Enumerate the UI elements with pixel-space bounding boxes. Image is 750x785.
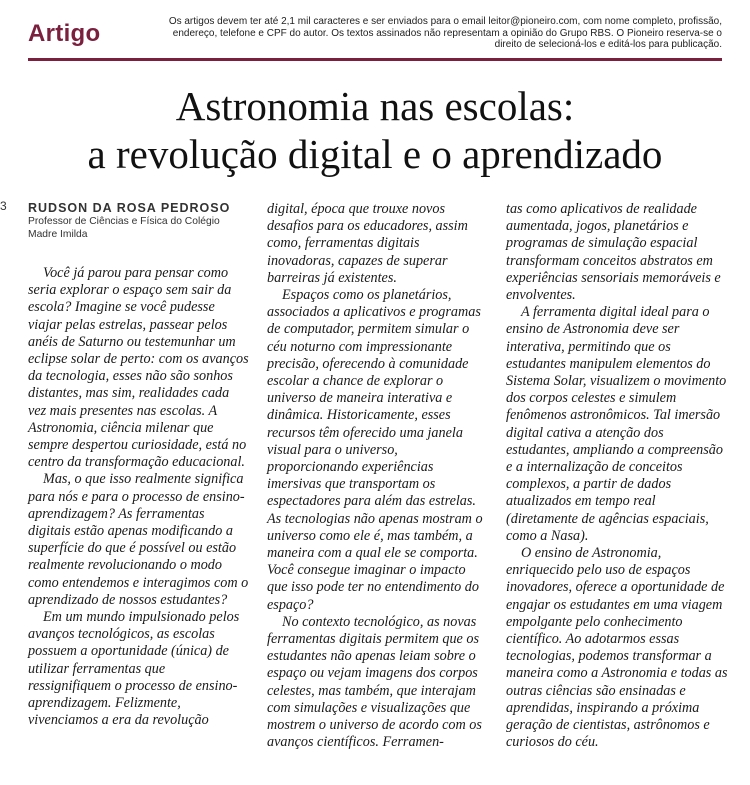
- header-divider: [28, 58, 722, 61]
- section-header: [28, 14, 722, 62]
- paragraph: No contexto tecnológico, as novas ferramentas digitais permitem que os estudantes não apenas leiam sobre o espaço ou vejam imagens dos corpos celestes, mas também, que interajam com simulações e visualizações que mostrem o universo de acordo com os avanços científicos. Ferramen-: [267, 613, 482, 751]
- paragraph: Espaços como os planetários, associados a aplicativos e programas de computador, permitem simular o céu noturno com impressionante precisão, oferecendo à comunidade escolar a chance de explorar o universo de maneira interativa e dinâmica. Historicamente, esses recursos têm oferecido uma janela visual para o universo, proporcionando experiências imersivas que transportam os espectadores para além das estrelas. As tecnologias não apenas mostram o universo como ele é, mas também, a maneira com a qual ele se comporta. Você consegue imaginar o impacto que isso pode ter no entendimento do espaço?: [267, 287, 483, 613]
- paragraph: tas como aplicativos de realidade aumentada, jogos, planetários e programas de simulação espacial transformam conceitos abstratos em experiências sensoriais memoráveis e envolventes.: [506, 201, 721, 304]
- article-column-3: [506, 201, 728, 752]
- section-label: Artigo: [28, 20, 101, 47]
- paragraph: Mas, o que isso realmente significa para nós e para o processo de ensino-aprendizagem? As ferramentas digitais estão apenas modificando a superfície do que é possível ou estão realmente revolucionando o modo como entendemos e interagimos com o aprendizado de nossos estudantes?: [28, 471, 249, 608]
- submission-note: Os artigos devem ter até 2,1 mil caracteres e ser enviados para o email leitor@pioneiro.com, com nome completo, profissão, endereço, telefone e CPF do autor. Os textos assinados não representam a opinião do Grupo RBS. O Pioneiro reserva-se o direito de selecioná-los e editá-los para publicação.: [168, 16, 722, 50]
- paragraph: A ferramenta digital ideal para o ensino de Astronomia deve ser interativa, permitindo que os estudantes manipulem elementos do Sistema Solar, visualizem o movimento dos corpos celestes e simulem fenômenos astronômicos. Tal imersão digital cativa a atenção dos estudantes, ampliando a compreensão e a internalização de conceitos complexos, a partir de dados atualizados em tempo real (diretamente de agências espaciais, como a Nasa).: [506, 304, 727, 544]
- headline-line-2: a revolução digital e o aprendizado: [87, 131, 663, 177]
- paragraph: Em um mundo impulsionado pelos avanços tecnológicos, as escolas possuem a oportunidade (única) de utilizar ferramentas que ressignifiquem o processo de ensino-aprendizagem. Felizmente, vivenciamos a era da revolução: [28, 609, 240, 729]
- paragraph: Você já parou para pensar como seria explorar o espaço sem sair da escola? Imagine se você pudesse viajar pelas estrelas, passear pelos anéis de Saturno ou testemunhar um eclipse solar de perto: com os avanços da tecnologia, esses não são sonhos distantes, mas sim, realidades cada vez mais presentes nas escolas. A Astronomia, ciência milenar que sempre despertou curiosidade, está no centro da transformação educacional.: [28, 265, 249, 471]
- headline-line-1: Astronomia nas escolas:: [175, 83, 575, 129]
- article-column-2: [267, 201, 489, 752]
- author-name: RUDSON DA ROSA PEDROSO: [28, 201, 231, 215]
- author-role: Professor de Ciências e Física do Colégio Madre Imilda: [28, 216, 220, 240]
- article-headline: [28, 82, 722, 178]
- edge-mark: 3: [0, 199, 7, 213]
- article-column-1: [28, 201, 250, 729]
- paragraph: digital, época que trouxe novos desafios para os educadores, assim como, ferramentas digitais inovadoras, capazes de superar barreiras já existentes.: [267, 201, 468, 286]
- paragraph: O ensino de Astronomia, enriquecido pelo uso de espaços inovadores, oferece a oportunidade de engajar os estudantes em uma viagem empolgante pelo conhecimento científico. Ao adotarmos essas tecnologias, podemos transformar a maneira como a Astronomia e todas as outras ciências são ensinadas e aprendidas, inspirando a próxima geração de cientistas, astrônomos e curiosos do céu.: [506, 545, 728, 751]
